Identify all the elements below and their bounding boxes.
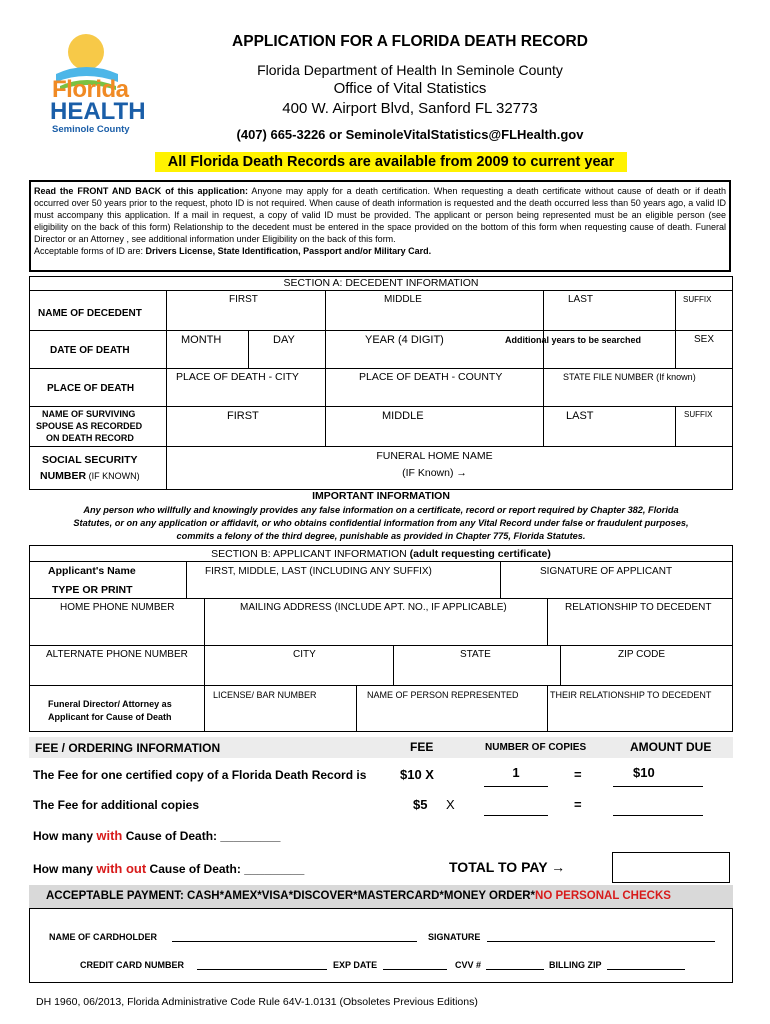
day-label: DAY xyxy=(273,334,295,346)
death-year-field[interactable] xyxy=(326,348,543,368)
alt-phone-field[interactable] xyxy=(30,662,204,685)
without-cause-keyword: with out xyxy=(96,861,147,876)
fee-row2-label: The Fee for additional copies xyxy=(33,798,200,812)
license-bar-label: LICENSE/ BAR NUMBER xyxy=(213,690,317,700)
decedent-last-field[interactable] xyxy=(544,306,675,330)
logo-text-florida: Florida xyxy=(52,76,129,103)
form-footer: DH 1960, 06/2013, Florida Administrative Code Rule 64V-1.0131 (Obsoletes Previous Editions) xyxy=(36,996,478,1008)
month-label: MONTH xyxy=(181,334,222,346)
amount-underline xyxy=(613,786,703,787)
total-to-pay-field[interactable] xyxy=(612,852,730,883)
ssn-label-1: SOCIAL SECURITY xyxy=(42,454,138,466)
no-personal-checks: NO PERSONAL CHECKS xyxy=(535,890,671,902)
important-title: IMPORTANT INFORMATION xyxy=(312,490,450,502)
home-phone-label: HOME PHONE NUMBER xyxy=(60,602,175,613)
availability-banner: All Florida Death Records are available from 2009 to current year xyxy=(155,152,627,172)
spouse-middle-field[interactable] xyxy=(326,426,543,446)
section-a-title: SECTION A: DECEDENT INFORMATION xyxy=(283,277,479,289)
card-number-label: CREDIT CARD NUMBER xyxy=(80,960,184,970)
card-number-field[interactable] xyxy=(197,959,327,970)
fee-row1-fee: $10 X xyxy=(400,767,434,782)
acceptable-payment-text: ACCEPTABLE PAYMENT: CASH*AMEX*VISA*DISCOVER*MASTERCARD*MONEY ORDER* xyxy=(46,890,536,902)
person-represented-field[interactable] xyxy=(357,702,547,731)
pod-city-label: PLACE OF DEATH - CITY xyxy=(176,371,299,383)
divider xyxy=(29,330,733,331)
fee-row1-label: The Fee for one certified copy of a Florida Death Record is xyxy=(33,768,367,782)
page-title: APPLICATION FOR A FLORIDA DEATH RECORD xyxy=(232,33,588,50)
spouse-last-field[interactable] xyxy=(544,426,675,446)
fee-row2-fee: $5 xyxy=(413,797,428,812)
id-forms-label: Acceptable forms of ID are: xyxy=(34,246,146,256)
place-of-death-label: PLACE OF DEATH xyxy=(47,383,135,394)
department-name: Florida Department of Health In Seminole County xyxy=(257,62,563,78)
copies-col-header: NUMBER OF COPIES xyxy=(485,742,587,753)
spouse-label-3: ON DEATH RECORD xyxy=(46,433,134,443)
additional-years-label: Additional years to be searched xyxy=(505,335,642,345)
fee-ordering-header: FEE / ORDERING INFORMATION xyxy=(35,741,221,755)
office-name: Office of Vital Statistics xyxy=(333,80,487,97)
first-name-label: FIRST xyxy=(229,294,258,305)
cvv-label: CVV # xyxy=(455,960,482,970)
city-field[interactable] xyxy=(205,662,393,685)
copies-underline xyxy=(484,815,548,816)
signature-label: SIGNATURE xyxy=(428,932,481,942)
total-to-pay-label: TOTAL TO PAY → xyxy=(449,859,566,875)
decedent-suffix-field[interactable] xyxy=(676,306,732,330)
divider xyxy=(29,290,733,291)
ssn-if-known: (IF KNOWN) xyxy=(86,471,140,481)
fee-row1-equals: = xyxy=(574,767,582,782)
pod-county-label: PLACE OF DEATH - COUNTY xyxy=(359,371,503,383)
name-of-decedent-label: NAME OF DECEDENT xyxy=(38,308,142,319)
office-address: 400 W. Airport Blvd, Sanford FL 32773 xyxy=(282,100,538,117)
additional-amount-field[interactable] xyxy=(613,797,703,815)
divider xyxy=(29,645,733,646)
ssn-number-text: NUMBER xyxy=(40,470,87,482)
divider xyxy=(29,598,733,599)
cardholder-field[interactable] xyxy=(172,931,417,942)
cardholder-label: NAME OF CARDHOLDER xyxy=(49,932,157,942)
suffix-label: SUFFIX xyxy=(683,295,712,304)
divider xyxy=(29,368,733,369)
mailing-address-field[interactable] xyxy=(205,615,547,645)
applicant-signature-field[interactable] xyxy=(501,578,732,598)
spouse-first-field[interactable] xyxy=(167,426,325,446)
date-of-death-label: DATE OF DEATH xyxy=(50,345,130,356)
license-bar-field[interactable] xyxy=(205,702,356,731)
important-line-3: commits a felony of the third degree, punishable as provided in Chapter 775, Florida Statutes. xyxy=(176,531,586,541)
death-month-field[interactable] xyxy=(167,348,248,368)
mailing-address-label: MAILING ADDRESS (INCLUDE APT. NO., IF APPLICABLE) xyxy=(240,602,507,613)
decedent-first-field[interactable] xyxy=(167,306,325,330)
funeral-home-field[interactable] xyxy=(544,447,732,489)
fee-row1-amount[interactable]: $10 xyxy=(633,765,655,780)
relationship-label: RELATIONSHIP TO DECEDENT xyxy=(565,602,712,613)
additional-copies-field[interactable] xyxy=(484,797,548,815)
death-day-field[interactable] xyxy=(249,348,325,368)
spouse-suffix-field[interactable] xyxy=(676,426,732,446)
zip-field[interactable] xyxy=(561,662,732,685)
middle-name-label: MIDDLE xyxy=(384,294,422,305)
signature-field[interactable] xyxy=(487,931,715,942)
payment-box xyxy=(29,908,733,983)
home-phone-field[interactable] xyxy=(30,615,204,645)
without-cause-prefix: How many xyxy=(33,862,97,876)
pod-county-field[interactable] xyxy=(326,386,543,406)
important-line-2: Statutes, or on any application or affidavit, or who obtains confidential information from any Vital Record under false or fraudulent purposes, xyxy=(73,518,689,528)
billing-zip-label: BILLING ZIP xyxy=(549,960,602,970)
funeral-home-known: (IF Known) → xyxy=(402,467,467,479)
fee-col-header: FEE xyxy=(410,740,434,754)
ssn-label-2 xyxy=(40,470,140,482)
exp-date-field[interactable] xyxy=(383,959,447,970)
city-label: CITY xyxy=(293,649,316,660)
sex-field[interactable] xyxy=(676,348,732,368)
instructions-box xyxy=(29,180,731,272)
billing-zip-field[interactable] xyxy=(607,959,685,970)
state-file-label: STATE FILE NUMBER (If known) xyxy=(563,372,696,382)
additional-years-field[interactable] xyxy=(544,348,675,368)
type-or-print-label: TYPE OR PRINT xyxy=(52,584,133,596)
fee-row2-equals: = xyxy=(574,797,582,812)
spouse-last-label: LAST xyxy=(566,410,594,422)
relationship-field[interactable] xyxy=(548,615,732,645)
applicant-name-label: Applicant's Name xyxy=(48,565,136,577)
state-label: STATE xyxy=(460,649,491,660)
fee-row2-x: X xyxy=(446,797,455,812)
without-cause-count xyxy=(33,861,304,876)
signature-applicant-label: SIGNATURE OF APPLICANT xyxy=(540,566,673,577)
amount-col-header: AMOUNT DUE xyxy=(630,740,712,754)
divider xyxy=(29,561,733,562)
divider xyxy=(29,685,733,686)
logo-text-health: HEALTH xyxy=(50,98,146,125)
logo-text-county: Seminole County xyxy=(52,124,130,135)
important-line-1: Any person who willfully and knowingly provides any false information on a certificate, record or report required by Chapter 382, Florida xyxy=(83,505,679,515)
instructions-lead: Read the FRONT AND BACK of this application: xyxy=(34,186,249,196)
pod-city-field[interactable] xyxy=(167,386,325,406)
cvv-field[interactable] xyxy=(486,959,544,970)
applicant-name-field[interactable] xyxy=(187,578,500,598)
divider xyxy=(29,406,733,407)
instructions-body: Anyone may apply for a death certification. When requesting a death certificate without cause of death or if death occurred over 50 years prior to the request, photo ID is not required. When cause of death information is requested and the death occurred less than 50 years ago, a valid ID must accompany this application. If a mail in request, a copy of valid ID must be provided. The applicant or person being represented must be an eligible person (see eligibility on the back of this form) Relationship to the decedent must be entered in the space provided on the bottom of this form when requesting cause of death. Funeral Director or an Attorney , see additional information under Eligibility on the back of this form. xyxy=(34,186,726,244)
without-cause-suffix: Cause of Death: _________ xyxy=(146,862,305,876)
id-forms-list: Drivers License, State Identification, Passport and/or Military Card. xyxy=(145,246,432,256)
with-cause-keyword: with xyxy=(96,828,123,843)
alt-phone-label: ALTERNATE PHONE NUMBER xyxy=(46,649,188,660)
with-cause-suffix: Cause of Death: _________ xyxy=(122,829,281,843)
spouse-label-1: NAME OF SURVIVING xyxy=(42,409,136,419)
with-cause-count xyxy=(33,828,280,843)
last-name-label: LAST xyxy=(568,294,594,305)
amount-underline xyxy=(613,815,703,816)
section-b-title xyxy=(29,548,733,560)
section-b-title-note: (adult requesting certificate) xyxy=(409,548,551,560)
acceptable-payment xyxy=(46,890,671,902)
their-relationship-field[interactable] xyxy=(548,702,732,731)
spouse-middle-label: MIDDLE xyxy=(382,410,424,422)
spouse-first-label: FIRST xyxy=(227,410,259,422)
zip-label: ZIP CODE xyxy=(618,649,666,660)
section-b-title-text: SECTION B: APPLICANT INFORMATION xyxy=(211,548,410,560)
ssn-field[interactable] xyxy=(167,447,325,489)
funeral-director-label-1: Funeral Director/ Attorney as xyxy=(48,699,172,709)
exp-date-label: EXP DATE xyxy=(333,960,378,970)
state-file-field[interactable] xyxy=(544,386,732,406)
their-relationship-label: THEIR RELATIONSHIP TO DECEDENT xyxy=(550,690,712,700)
florida-health-logo xyxy=(46,32,146,140)
contact-info: (407) 665-3226 or SeminoleVitalStatistics@FLHealth.gov xyxy=(236,127,584,142)
state-field[interactable] xyxy=(394,662,560,685)
funeral-home-label: FUNERAL HOME NAME xyxy=(376,450,493,462)
funeral-director-label-2: Applicant for Cause of Death xyxy=(48,712,172,722)
applicant-fml-label: FIRST, MIDDLE, LAST (INCLUDING ANY SUFFIX) xyxy=(205,566,432,577)
sex-label: SEX xyxy=(694,334,715,345)
year-label: YEAR (4 DIGIT) xyxy=(365,334,444,346)
with-cause-prefix: How many xyxy=(33,829,97,843)
copies-underline xyxy=(484,786,548,787)
spouse-suffix-label: SUFFIX xyxy=(684,410,713,419)
person-represented-label: NAME OF PERSON REPRESENTED xyxy=(367,690,519,700)
spouse-label-2: SPOUSE AS RECORDED xyxy=(36,421,143,431)
fee-row1-copies[interactable]: 1 xyxy=(512,765,520,780)
decedent-middle-field[interactable] xyxy=(326,306,543,330)
